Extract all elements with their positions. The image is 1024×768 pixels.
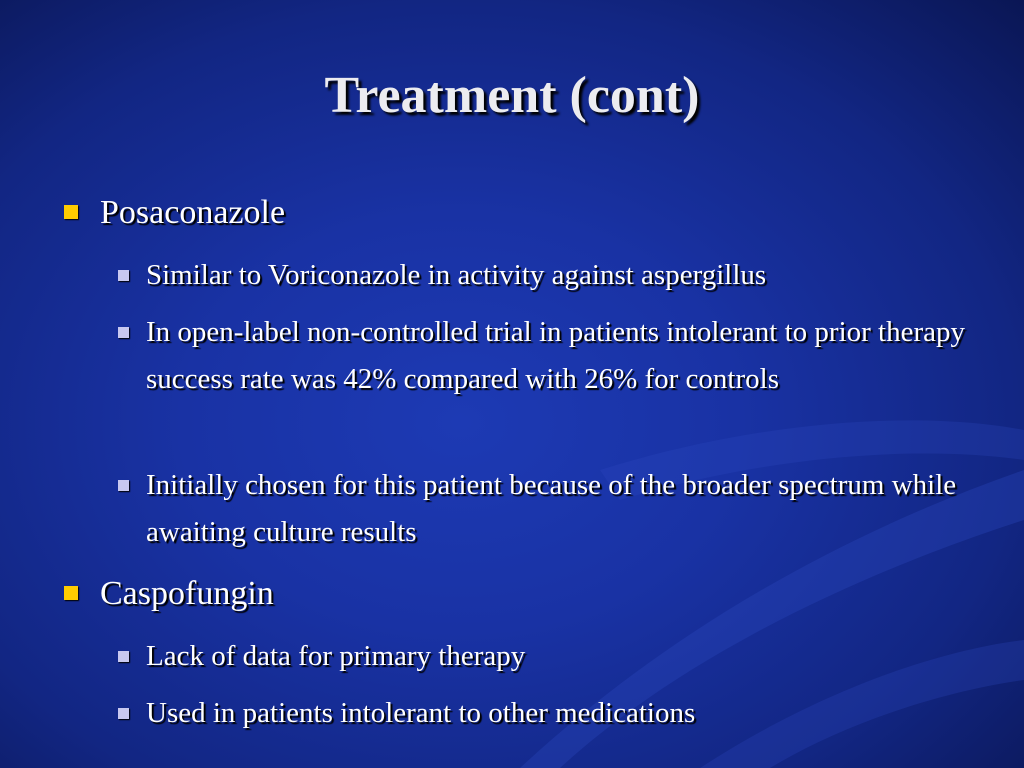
square-bullet-icon (118, 651, 129, 662)
square-bullet-icon (64, 205, 78, 219)
slide-title: Treatment (cont) (324, 67, 700, 124)
sub-item-label: Lack of data for primary therapy (146, 640, 526, 672)
sub-item-activity (146, 252, 966, 299)
list-item-posaconazole (100, 192, 285, 234)
sub-item-lack-of-data (146, 633, 966, 680)
list-item-label: Posaconazole (100, 194, 286, 231)
square-bullet-icon (64, 586, 78, 600)
sub-item-initially-chosen (146, 462, 966, 556)
sub-item-label: Similar to Voriconazole in activity against aspergillus (146, 259, 767, 291)
square-bullet-icon (118, 327, 129, 338)
square-bullet-icon (118, 708, 129, 719)
sub-item-trial (146, 309, 966, 403)
sub-item-intolerant (146, 690, 966, 737)
list-item-caspofungin (100, 573, 274, 615)
square-bullet-icon (118, 270, 129, 281)
list-item-label: Caspofungin (100, 575, 274, 612)
sub-item-label: Initially chosen for this patient because of the broader spectrum while awaiting culture results (146, 469, 957, 548)
sub-item-label: In open-label non-controlled trial in patients intolerant to prior therapy success rate was 42% compared with 26% for controls (146, 316, 965, 395)
square-bullet-icon (118, 480, 129, 491)
sub-item-label: Used in patients intolerant to other medications (146, 697, 696, 729)
